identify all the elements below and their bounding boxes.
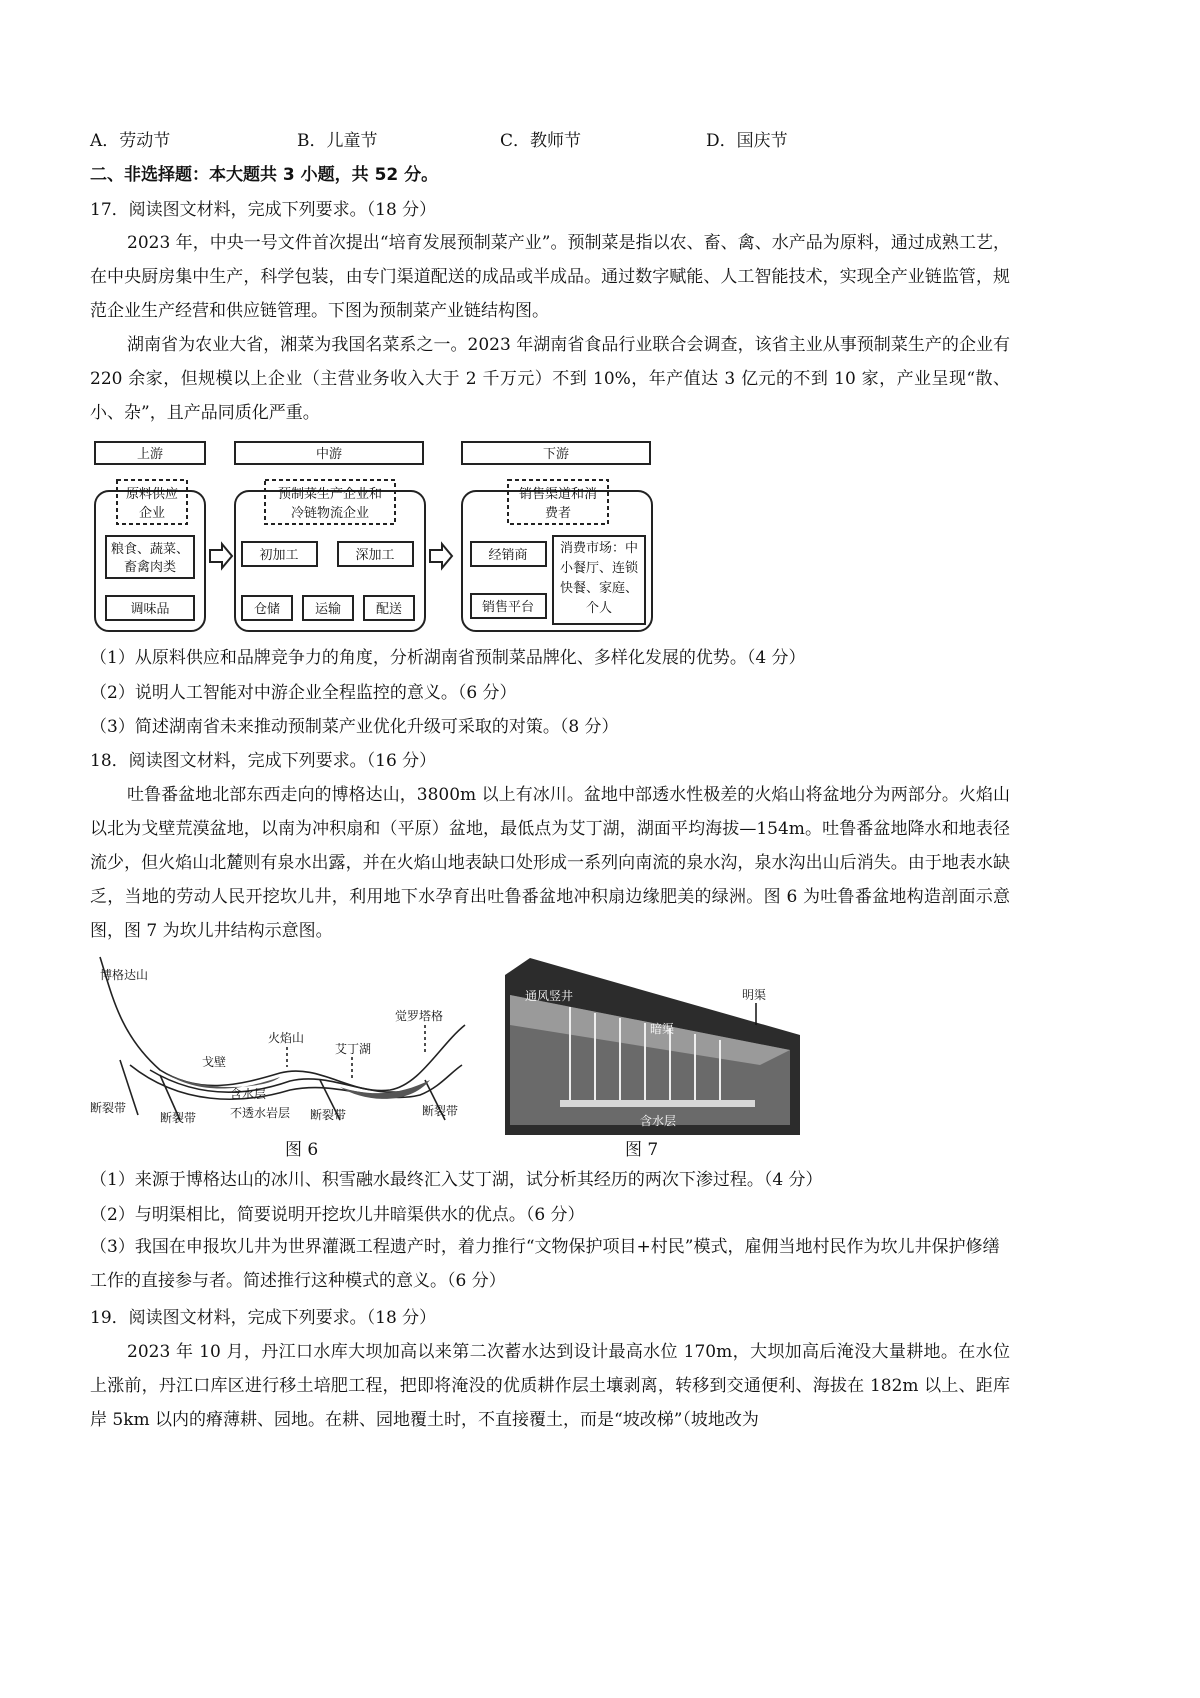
fig6-impermeable: 不透水岩层 <box>230 1106 291 1120</box>
mid-item2: 深加工 <box>355 548 395 563</box>
q17-sub3: （3）简述湖南省未来推动预制菜产业优化升级可采取的对策。（8 分） <box>90 717 619 737</box>
downstream-label: 下游 <box>542 447 570 462</box>
mid-item3: 仓储 <box>253 602 281 617</box>
fig6-basin-section <box>90 955 475 1135</box>
down-market-line3: 快餐、家庭、 <box>559 581 639 596</box>
mid-item5: 配送 <box>375 602 403 617</box>
option-d: D．国庆节 <box>706 131 788 151</box>
fig7-open: 明渠 <box>742 988 767 1002</box>
option-b: B．儿童节 <box>297 131 378 151</box>
fig6-fault2: 断裂带 <box>160 1111 197 1125</box>
up-box-line1: 原料供应 <box>125 487 179 502</box>
fig6-aquifer: 含水层 <box>230 1087 267 1101</box>
fig7-hidden: 暗渠 <box>650 1022 675 1036</box>
fig6-fault4: 断裂带 <box>422 1104 459 1118</box>
up-item1-line1: 粮食、蔬菜、 <box>110 542 190 557</box>
q18-sub2: （2）与明渠相比，简要说明开挖坎儿井暗渠供水的优点。（6 分） <box>90 1205 585 1225</box>
upstream-label: 上游 <box>136 447 164 462</box>
mid-box-line2: 冷链物流企业 <box>290 506 370 521</box>
down-item1: 经销商 <box>488 548 528 563</box>
q18-sub1: （1）来源于博格达山的冰川、积雪融水最终汇入艾丁湖，试分析其经历的两次下渗过程。（4 分） <box>90 1170 823 1190</box>
down-box-line2: 费者 <box>544 506 572 521</box>
fig7-karez-structure <box>500 955 805 1135</box>
q18-sub3: （3）我国在申报坎儿井为世界灌溉工程遗产时，着力推行“文物保护项目+村民”模式，雇佣当地村民作为坎儿井保护修缮工作的直接参与者。简述推行这种模式的意义。（6 分） <box>90 1237 1000 1291</box>
fig6-jueluo: 觉罗塔格 <box>395 1009 444 1023</box>
fig6-caption: 图 6 <box>285 1140 319 1160</box>
up-item2: 调味品 <box>130 602 170 617</box>
section-title: 二、非选择题：本大题共 3 小题，共 52 分。 <box>90 165 439 185</box>
fig7-shaft: 通风竖井 <box>525 989 574 1003</box>
fig7-aquifer: 含水层 <box>640 1114 677 1128</box>
fig7-caption: 图 7 <box>625 1140 659 1160</box>
down-box-line1: 销售渠道和消 <box>518 487 598 502</box>
fig6-fault3: 断裂带 <box>310 1108 347 1122</box>
down-market-line1: 消费市场：中 <box>559 541 639 556</box>
fig6-bogda: 博格达山 <box>100 968 149 982</box>
industry-chain-diagram <box>90 438 660 638</box>
down-market-line4: 个人 <box>585 601 613 616</box>
mid-box-line1: 预制菜生产企业和 <box>277 487 383 502</box>
q17-para1: 2023 年，中央一号文件首次提出“培育发展预制菜产业”。预制菜是指以农、畜、禽、水产品为原料，通过成熟工艺，在中央厨房集中生产，科学包装，由专门渠道配送的成品或半成品。通过数字赋能、人工智能技术，实现全产业链监管，规范企业生产经营和供应链管理。下图为预制菜产业链结构图。 <box>90 233 1010 321</box>
fig6-huoyan: 火焰山 <box>268 1031 305 1045</box>
mid-item4: 运输 <box>314 602 342 617</box>
fig6-gobi: 戈壁 <box>202 1055 227 1069</box>
down-item2: 销售平台 <box>481 600 535 615</box>
down-market-line2: 小餐厅、连锁 <box>559 561 639 576</box>
q17-stem: 17．阅读图文材料，完成下列要求。（18 分） <box>90 200 437 220</box>
q19-para1: 2023 年 10 月，丹江口水库大坝加高以来第二次蓄水达到设计最高水位 170m，大坝加高后淹没大量耕地。在水位上涨前，丹江口库区进行移土培肥工程，把即将淹没的优质耕作层土壤剥离，转移到交通便利、海拔在 182m 以上、距库岸 5km 以内的瘠薄耕、园地。在耕、园地覆土时，不直接覆土，而是“坡改梯”（坡地改为 <box>90 1342 1010 1430</box>
option-c: C．教师节 <box>500 131 582 151</box>
q17-sub2: （2）说明人工智能对中游企业全程监控的意义。（6 分） <box>90 683 517 703</box>
fig6-aiding: 艾丁湖 <box>335 1042 372 1056</box>
q19-stem: 19．阅读图文材料，完成下列要求。（18 分） <box>90 1308 437 1328</box>
q17-para2: 湖南省为农业大省，湘菜为我国名菜系之一。2023 年湖南省食品行业联合会调查，该省主业从事预制菜生产的企业有 220 余家，但规模以上企业（主营业务收入大于 2 千万元）不到 10%，年产值达 3 亿元的不到 10 家，产业呈现“散、小、杂”，且产品同质化严重。 <box>90 335 1010 423</box>
up-box-line2: 企业 <box>138 506 166 521</box>
option-a: A．劳动节 <box>90 131 171 151</box>
mid-item1: 初加工 <box>259 548 299 563</box>
q18-para1: 吐鲁番盆地北部东西走向的博格达山，3800m 以上有冰川。盆地中部透水性极差的火焰山将盆地分为两部分。火焰山以北为戈壁荒漠盆地，以南为冲积扇和（平原）盆地，最低点为艾丁湖，湖面平均海拔—154m。吐鲁番盆地降水和地表径流少，但火焰山北麓则有泉水出露，并在火焰山地表缺口处形成一系列向南流的泉水沟，泉水沟出山后消失。由于地表水缺乏，当地的劳动人民开挖坎儿井，利用地下水孕育出吐鲁番盆地冲积扇边缘肥美的绿洲。图 6 为吐鲁番盆地构造剖面示意图，图 7 为坎儿井结构示意图。 <box>90 785 1010 941</box>
up-item1-line2: 畜禽肉类 <box>123 560 177 575</box>
fig6-fault1: 断裂带 <box>90 1101 127 1115</box>
midstream-label: 中游 <box>315 447 343 462</box>
q18-stem: 18．阅读图文材料，完成下列要求。（16 分） <box>90 751 437 771</box>
q17-sub1: （1）从原料供应和品牌竞争力的角度，分析湖南省预制菜品牌化、多样化发展的优势。（4 分） <box>90 648 806 668</box>
